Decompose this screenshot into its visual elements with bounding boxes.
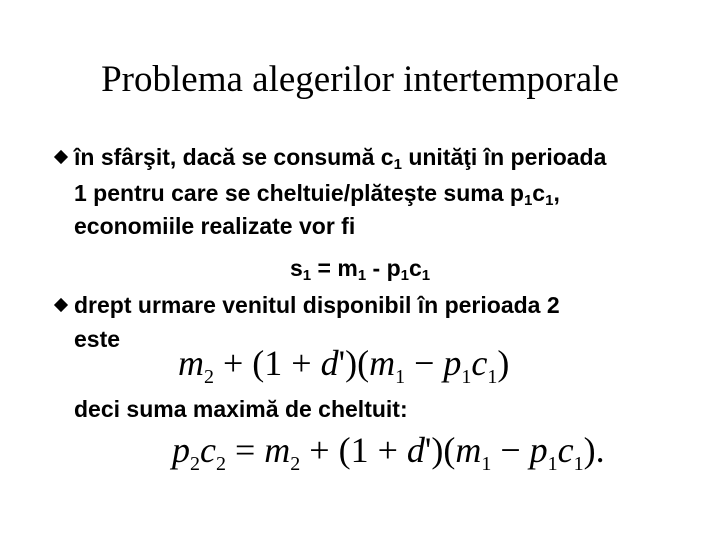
- bullet1-line2-suffix: ,: [553, 180, 560, 206]
- f2-c1-sub: 1: [573, 453, 584, 475]
- bullet1-line2: [74, 179, 560, 207]
- f2-c: c: [200, 430, 216, 470]
- f1-minus: −: [405, 343, 444, 383]
- bullet-diamond-icon: [54, 150, 68, 164]
- f1-m-sub: 2: [204, 366, 214, 388]
- f2-p: p: [172, 430, 190, 470]
- eq-c: c: [409, 255, 422, 281]
- eq-s: s: [290, 255, 303, 281]
- f1-c: c: [471, 343, 488, 383]
- f2-m1-sub: 1: [481, 453, 492, 475]
- slide-title: Problema alegerilor intertemporale: [101, 59, 619, 100]
- bullet1-line2-prefix: 1 pentru care se cheltuie/plăteşte suma p: [74, 180, 524, 206]
- bullet2-line1: drept urmare venitul disponibil în perioada 2: [74, 292, 560, 318]
- eq-minus-p: - p: [366, 255, 401, 281]
- max-spending-formula: [172, 430, 605, 475]
- f1-prime: ')(: [338, 343, 370, 383]
- f2-p1-sub: 1: [547, 453, 558, 475]
- f2-m-sub: 2: [290, 453, 301, 475]
- f1-m1: m: [369, 343, 396, 383]
- f2-eq: =: [225, 430, 265, 470]
- f2-p1: p: [529, 430, 548, 470]
- f1-plus: + (1 +: [214, 343, 321, 383]
- f1-p-sub: 1: [461, 366, 472, 388]
- disposable-income-formula: [178, 343, 510, 388]
- f2-c-sub: 2: [215, 453, 226, 475]
- f1-m1-sub: 1: [395, 366, 406, 388]
- bullet1-line2-sub1: 1: [523, 192, 533, 209]
- f2-p-sub: 2: [190, 453, 200, 475]
- bullet1-line1-sub: 1: [393, 156, 402, 173]
- bullet1-line2-mid: c: [532, 180, 546, 206]
- eq-equals-m: = m: [311, 255, 358, 281]
- bullet1-line1-suffix: unităţi în perioada: [401, 144, 607, 170]
- f2-prime: ')(: [424, 430, 456, 470]
- max-spending-line: deci suma maximă de cheltuit:: [74, 396, 408, 422]
- f2-d: d: [406, 430, 425, 470]
- f2-close: ).: [583, 430, 605, 470]
- f2-minus: −: [491, 430, 530, 470]
- bullet1-line3: economiile realizate vor fi: [74, 213, 356, 239]
- eq-s-sub: 1: [302, 267, 312, 284]
- savings-equation: [290, 254, 430, 282]
- f1-d: d: [320, 343, 339, 383]
- bullet1-line2-sub2: 1: [545, 192, 554, 209]
- bullet1-line1-prefix: în sfârşit, dacă se consumă c: [74, 144, 394, 170]
- f2-c1: c: [557, 430, 574, 470]
- eq-m-sub: 1: [357, 267, 367, 284]
- eq-p-sub: 1: [400, 267, 409, 284]
- f1-m: m: [178, 343, 204, 383]
- f2-plus: + (1 +: [300, 430, 407, 470]
- f1-close: ): [497, 343, 510, 383]
- bullet-diamond-icon: [54, 298, 68, 312]
- bullet2-line2: este: [74, 326, 121, 352]
- f1-c-sub: 1: [487, 366, 498, 388]
- f2-m: m: [264, 430, 291, 470]
- eq-c-sub: 1: [421, 267, 431, 284]
- f1-p: p: [443, 343, 462, 383]
- bullet1-line1: [74, 143, 606, 171]
- f2-m1: m: [455, 430, 482, 470]
